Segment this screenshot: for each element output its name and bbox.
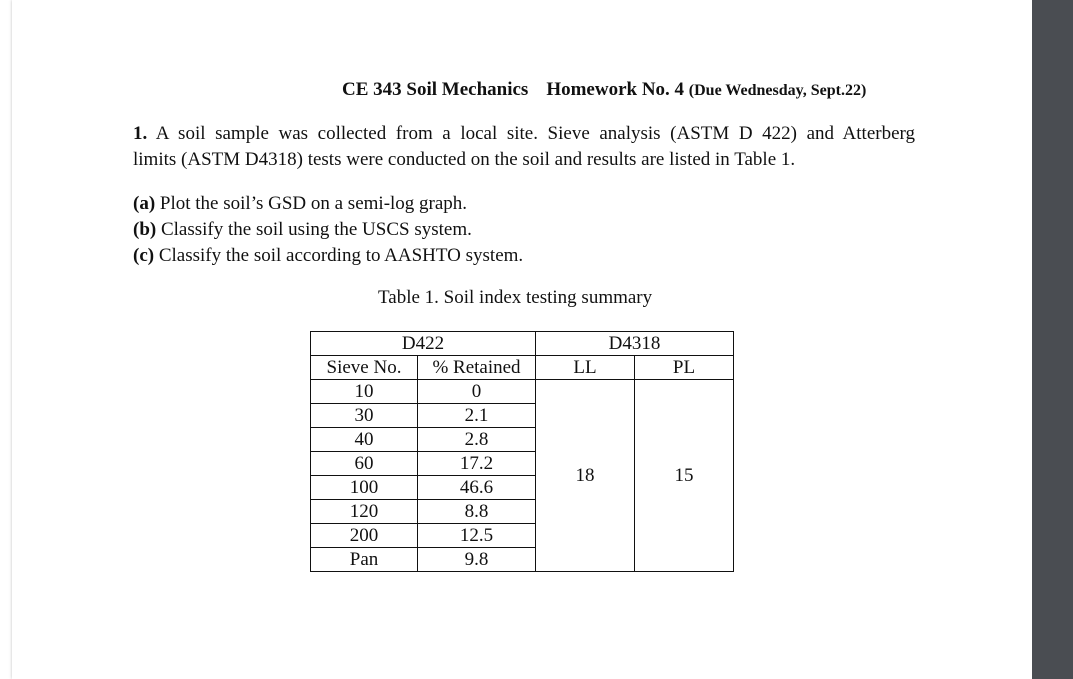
group-header-d4318: D4318 <box>536 332 734 356</box>
soil-index-table <box>310 331 734 572</box>
retained-cell: 17.2 <box>418 452 536 476</box>
sieve-cell: 10 <box>311 380 418 404</box>
retained-cell: 12.5 <box>418 524 536 548</box>
problem-line-1: 1. A soil sample was collected from a local site. Sieve analysis (ASTM D 422) and Atterberg <box>133 123 915 144</box>
homework-title: Homework No. 4 <box>546 79 685 100</box>
table-group-header-row <box>311 332 734 356</box>
sieve-cell: 60 <box>311 452 418 476</box>
document-title <box>342 79 866 101</box>
left-margin <box>0 0 12 679</box>
ll-value: 18 <box>536 380 635 572</box>
retained-cell: 2.1 <box>418 404 536 428</box>
sieve-cell: 40 <box>311 428 418 452</box>
problem-parts <box>133 191 523 269</box>
table-column-header-row <box>311 356 734 380</box>
table-row <box>311 380 734 404</box>
part-c: (c) Classify the soil according to AASHTO system. <box>133 245 524 266</box>
column-header-retained: % Retained <box>418 356 536 380</box>
column-header-pl: PL <box>635 356 734 380</box>
column-header-ll: LL <box>536 356 635 380</box>
table-caption: Table 1. Soil index testing summary <box>378 287 653 308</box>
sieve-cell: 120 <box>311 500 418 524</box>
retained-cell: 0 <box>418 380 536 404</box>
problem-line-2: limits (ASTM D4318) tests were conducted on the soil and results are listed in Table 1. <box>133 149 796 170</box>
sieve-cell: 100 <box>311 476 418 500</box>
retained-cell: 9.8 <box>418 548 536 572</box>
document-page <box>12 0 1032 679</box>
sieve-cell: Pan <box>311 548 418 572</box>
sieve-cell: 30 <box>311 404 418 428</box>
problem-statement <box>133 121 915 173</box>
retained-cell: 2.8 <box>418 428 536 452</box>
part-a: (a) Plot the soil’s GSD on a semi-log graph. <box>133 193 468 214</box>
sieve-cell: 200 <box>311 524 418 548</box>
due-date: (Due Wednesday, Sept.22) <box>688 82 867 99</box>
viewer-scroll-gutter[interactable] <box>1032 0 1073 679</box>
course-title: CE 343 Soil Mechanics <box>342 79 529 100</box>
retained-cell: 8.8 <box>418 500 536 524</box>
pl-value: 15 <box>635 380 734 572</box>
group-header-d422: D422 <box>311 332 536 356</box>
column-header-sieve: Sieve No. <box>311 356 418 380</box>
retained-cell: 46.6 <box>418 476 536 500</box>
part-b: (b) Classify the soil using the USCS system. <box>133 219 472 240</box>
problem-number: 1. <box>133 123 148 144</box>
